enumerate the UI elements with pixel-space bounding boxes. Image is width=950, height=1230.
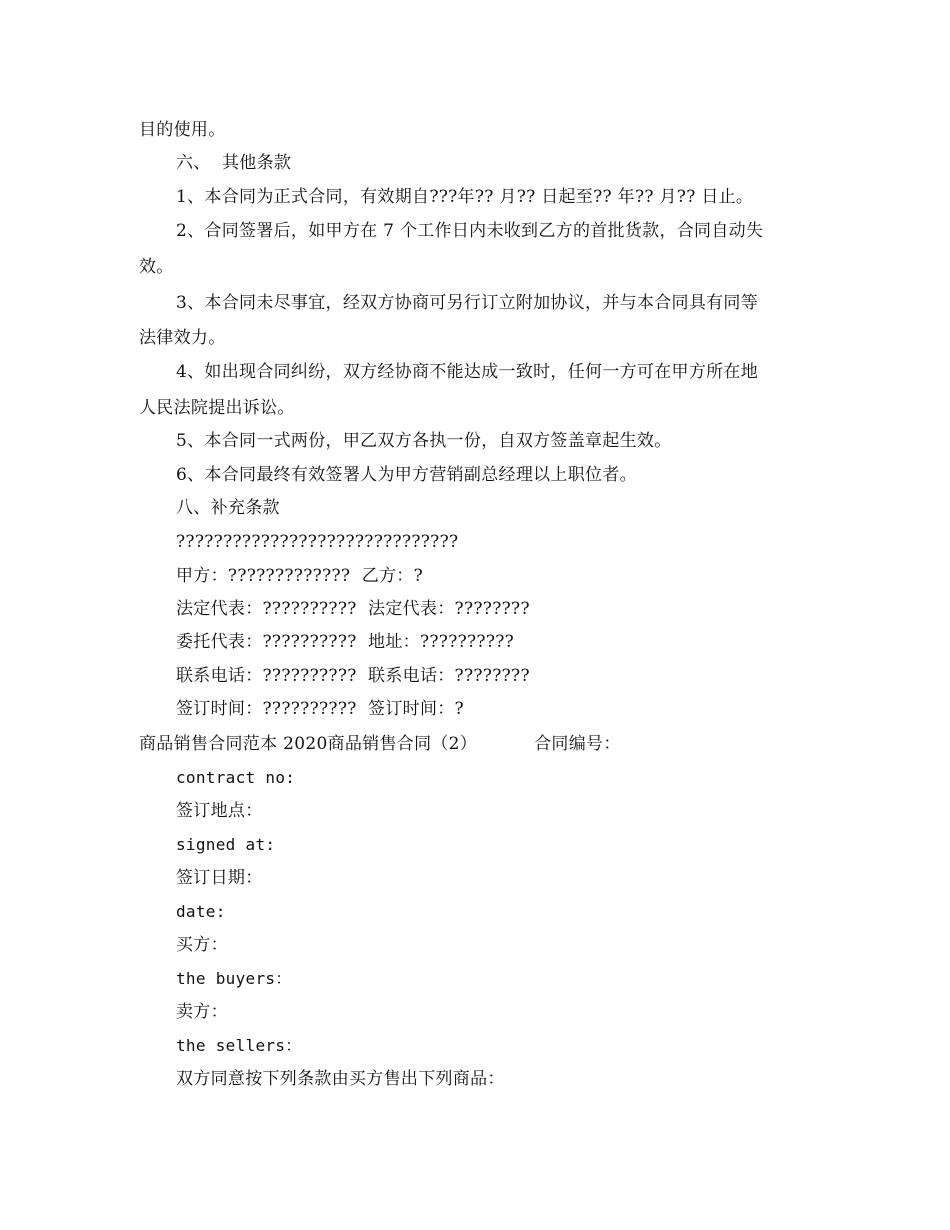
clause-4-cont: 人民法院提出诉讼。 — [139, 398, 295, 418]
sign-place-label: 签订地点： — [176, 801, 263, 821]
party-line: 甲方：????????????? 乙方：? — [176, 566, 424, 586]
clause-5: 5、本合同一式两份，甲乙双方各执一份，自双方签盖章起生效。 — [176, 431, 672, 451]
clause-2: 2、合同签署后，如甲方在 7 个工作日内未收到乙方的首批货款，合同自动失 — [176, 221, 764, 241]
clause-6: 6、本合同最终有效签署人为甲方营销副总经理以上职位者。 — [176, 465, 637, 485]
clause-4: 4、如出现合同纠纷，双方经协商不能达成一致时，任何一方可在甲方所在地 — [176, 362, 759, 382]
section-heading-eight: 八、补充条款 — [176, 498, 280, 518]
sign-date-label: 签订日期： — [176, 868, 263, 888]
clause-3-cont: 法律效力。 — [139, 328, 226, 348]
buyer-label: 买方： — [176, 935, 228, 955]
buyers-en-label: the buyers： — [176, 969, 292, 988]
seller-label: 卖方： — [176, 1002, 228, 1022]
clause-3: 3、本合同未尽事宜，经双方协商可另行订立附加协议，并与本合同具有同等 — [176, 293, 759, 313]
agent-line: 委托代表：?????????? 地址：?????????? — [176, 632, 515, 652]
legal-rep-line: 法定代表：?????????? 法定代表：???????? — [176, 599, 530, 619]
agreement-line: 双方同意按下列条款由买方售出下列商品： — [176, 1069, 505, 1089]
supplementary-blank: ?????????????????????????????? — [176, 532, 459, 552]
text-line: 目的使用。 — [139, 120, 226, 140]
signed-at-label: signed at: — [176, 835, 276, 854]
phone-line: 联系电话：?????????? 联系电话：???????? — [176, 666, 530, 686]
contract-title-line: 商品销售合同范本 2020商品销售合同（2） 合同编号： — [139, 734, 621, 754]
clause-2-cont: 效。 — [139, 257, 174, 277]
date-label: date: — [176, 902, 226, 921]
sign-time-line: 签订时间：?????????? 签订时间：? — [176, 699, 464, 719]
section-heading-six: 六、 其他条款 — [176, 153, 292, 173]
clause-1: 1、本合同为正式合同，有效期自???年?? 月?? 日起至?? 年?? 月?? 日止。 — [176, 187, 754, 207]
sellers-en-label: the sellers： — [176, 1036, 302, 1055]
contract-no-label: contract no: — [176, 768, 296, 787]
